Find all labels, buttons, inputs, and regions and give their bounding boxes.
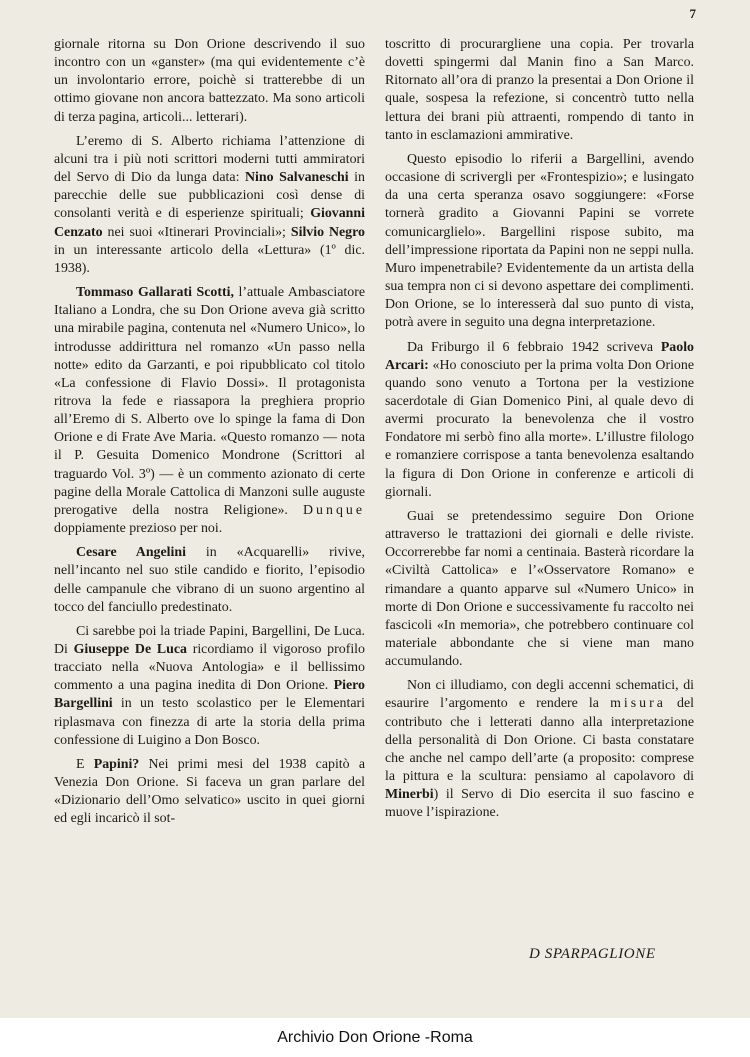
paragraph	[54, 623, 365, 750]
spaced-word: Dunque	[303, 502, 365, 518]
paragraph	[54, 284, 365, 538]
author-name: Cesare Angelini	[76, 545, 186, 561]
text-run: L’eremo di S. Alberto richiama l’attenzione di alcuni tra i più noti scrittori moderni tutti ammiratori del Servo di Dio da lunga data:	[54, 133, 365, 186]
right-column	[385, 36, 694, 823]
page-number: 7	[689, 6, 696, 21]
text-run: nei suoi «Itinerari Provinciali»;	[102, 224, 291, 240]
paragraph	[54, 36, 365, 127]
text-run: del contributo che i letterati danno alla interpretazione della personalità di Don Orione. Ci basta constatare che anche nel campo dell’arte (a proposito: comprese la pittura e la scultura: pensiamo al capolavoro di	[385, 696, 694, 785]
author-name: Silvio Negro	[290, 224, 365, 240]
text-run: «Ho conosciuto per la prima volta Don Orione quando sono venuto a Tortona per la vestizione sacerdotale di Gian Domenico Pini, al quale devo di avermi procurato la benevolenza che il vostro Fondatore mi serbò fino alla morte». L’illustre filologo e romanziere corrispose a tanta benevolenza esaltando la figura di Don Orione in conferenze e articoli di giornali.	[385, 357, 694, 500]
text-run: toscritto di procurargliene una copia. Per trovarla dovetti spingermi dal Manin fino a San Marco. Ritornato all’ora di pranzo la presentai a Don Orione il quale, sospesa la refezione, si concentrò tutto nella lettura dei brani più attraenti, rompendo di tanto in tanto in esclamazioni ammirative.	[385, 37, 694, 143]
author-signature: D SPARPAGLIONE	[529, 946, 656, 962]
paragraph	[385, 36, 694, 145]
paragraph	[385, 677, 694, 822]
text-run: Nei primi mesi del 1938 capitò a Venezia Don Orione. Si faceva un gran parlare del «Dizionario dell’Omo selvatico» uscito in quei giorni ed egli incaricò il sot-	[54, 756, 365, 827]
paragraph	[54, 544, 365, 617]
text-run: doppiamente prezioso per noi.	[54, 521, 223, 537]
text-run: Ci sarebbe poi la triade Papini, Bargellini, De Luca. Di	[54, 623, 365, 657]
left-column	[54, 36, 365, 829]
text-run: Guai se pretendessimo seguire Don Orione attraverso le trattazioni dei giornali e delle riviste. Occorrerebbe far nomi a centinaia. Basterà ricordare la «Civiltà Cattolica» e l’«Osservatore Romano» e rimandare a quanto apparve sul «Numero Unico» in morte di Don Orione e successivamente fu raccolto nei fascicoli «In memoria», che potrebbero continuare col materiale abbondante che si viene man mano accumulando.	[385, 508, 694, 670]
author-name: Giuseppe De Luca	[73, 642, 187, 657]
text-run: Da Friburgo il 6 febbraio 1942 scriveva	[407, 339, 661, 355]
author-name: Papini?	[93, 756, 140, 772]
paragraph	[54, 133, 365, 278]
text-run: E	[76, 756, 94, 772]
author-name: Piero Bargellini	[54, 678, 365, 712]
text-run: Questo episodio lo riferii a Bargellini, avendo occasione di scrivergli per «Frontespizio»; e lusingato da una certa speranza osavo soggiungere: «Forse tornerà gradito a Giovanni Papini se vorrete comunicarglielo». Bargellini rispose subito, ma dell’impressione riportata da Papini non ne seppi nulla. Muro impenetrabile? Evidentemente da un artista della sua tempra non ci si devono aspettare dei complimenti. Don Orione, se lo interesserà dal suo punto di vista, potrà avere in seguito una degna interpretazione.	[385, 151, 694, 331]
author-name: Nino Salvaneschi	[245, 170, 349, 186]
text-run: giornale ritorna su Don Orione descrivendo il suo incontro con un «ganster» (ma qui evidentemente c’è un involontario errore, poichè si tratterebbe di un ottimo giovane non ancora battezzato. Ma sono articoli di terza pagina, articoli... letterari).	[54, 37, 365, 125]
author-name: Paolo Arcari:	[385, 339, 694, 373]
paragraph	[385, 151, 694, 333]
paragraph	[385, 508, 694, 671]
archive-footer: Archivio Don Orione -Roma	[0, 1018, 750, 1057]
author-name: Minerbi	[385, 787, 434, 803]
text-run: in parecchie delle sue pubblicazioni così dense di consolanti verità e di esperienze spirituali;	[54, 170, 365, 222]
text-run: in un interessante articolo della «Lettura» (1º dic. 1938).	[54, 242, 365, 276]
author-name: Tommaso Gallarati Scotti,	[76, 285, 234, 301]
text-run: in «Acquarelli» rivive, nell’incanto nel suo stile candido e fiorito, l’episodio delle campanule che vibrano di un suono argentino al tocco del fanciullo predestinato.	[54, 545, 365, 615]
paragraph	[54, 756, 365, 829]
text-run: l’attuale Ambasciatore Italiano a Londra, che su Don Orione aveva già scritto una mirabile pagina, contenuta nel «Numero Unico», lo introdusse addirittura nel romanzo «Un passo nella notte» edito da Garzanti, e poi ripubblicato col titolo «La confessione di Flavio Dossi». Il protagonista ritrova la fede e riassapora la preghiera proprio all’Eremo di S. Alberto ove lo spinge la fama di Don Orione e di Frate Ave Maria. «Questo romanzo — nota il P. Gesuita Domenico Mondrone (Scrittori al traguardo Vol. 3º) — è un commento azionato di certe pagine della Morale Cattolica di Manzoni sulle auguste prerogative della nostra Religione».	[54, 285, 365, 518]
paragraph	[385, 339, 694, 502]
text-run: ) il Servo di Dio esercita il suo fascino e muove l’ispirazione.	[385, 787, 694, 821]
text-run: in un testo scolastico per le Elementari riplasmava con finezza di arte la storia della prima confessione di Luigino a Don Bosco.	[54, 696, 365, 748]
text-run: ricordiamo il vigoroso profilo tracciato nella «Nuova Antologia» e il bellissimo commento a una pagina inedita di Don Orione.	[54, 642, 365, 694]
text-run: Non ci illudiamo, con degli accenni schematici, di esaurire l’argomento e rendere la	[385, 678, 694, 712]
author-name: Giovanni Cenzato	[54, 206, 365, 240]
spaced-word: misura	[610, 696, 666, 712]
